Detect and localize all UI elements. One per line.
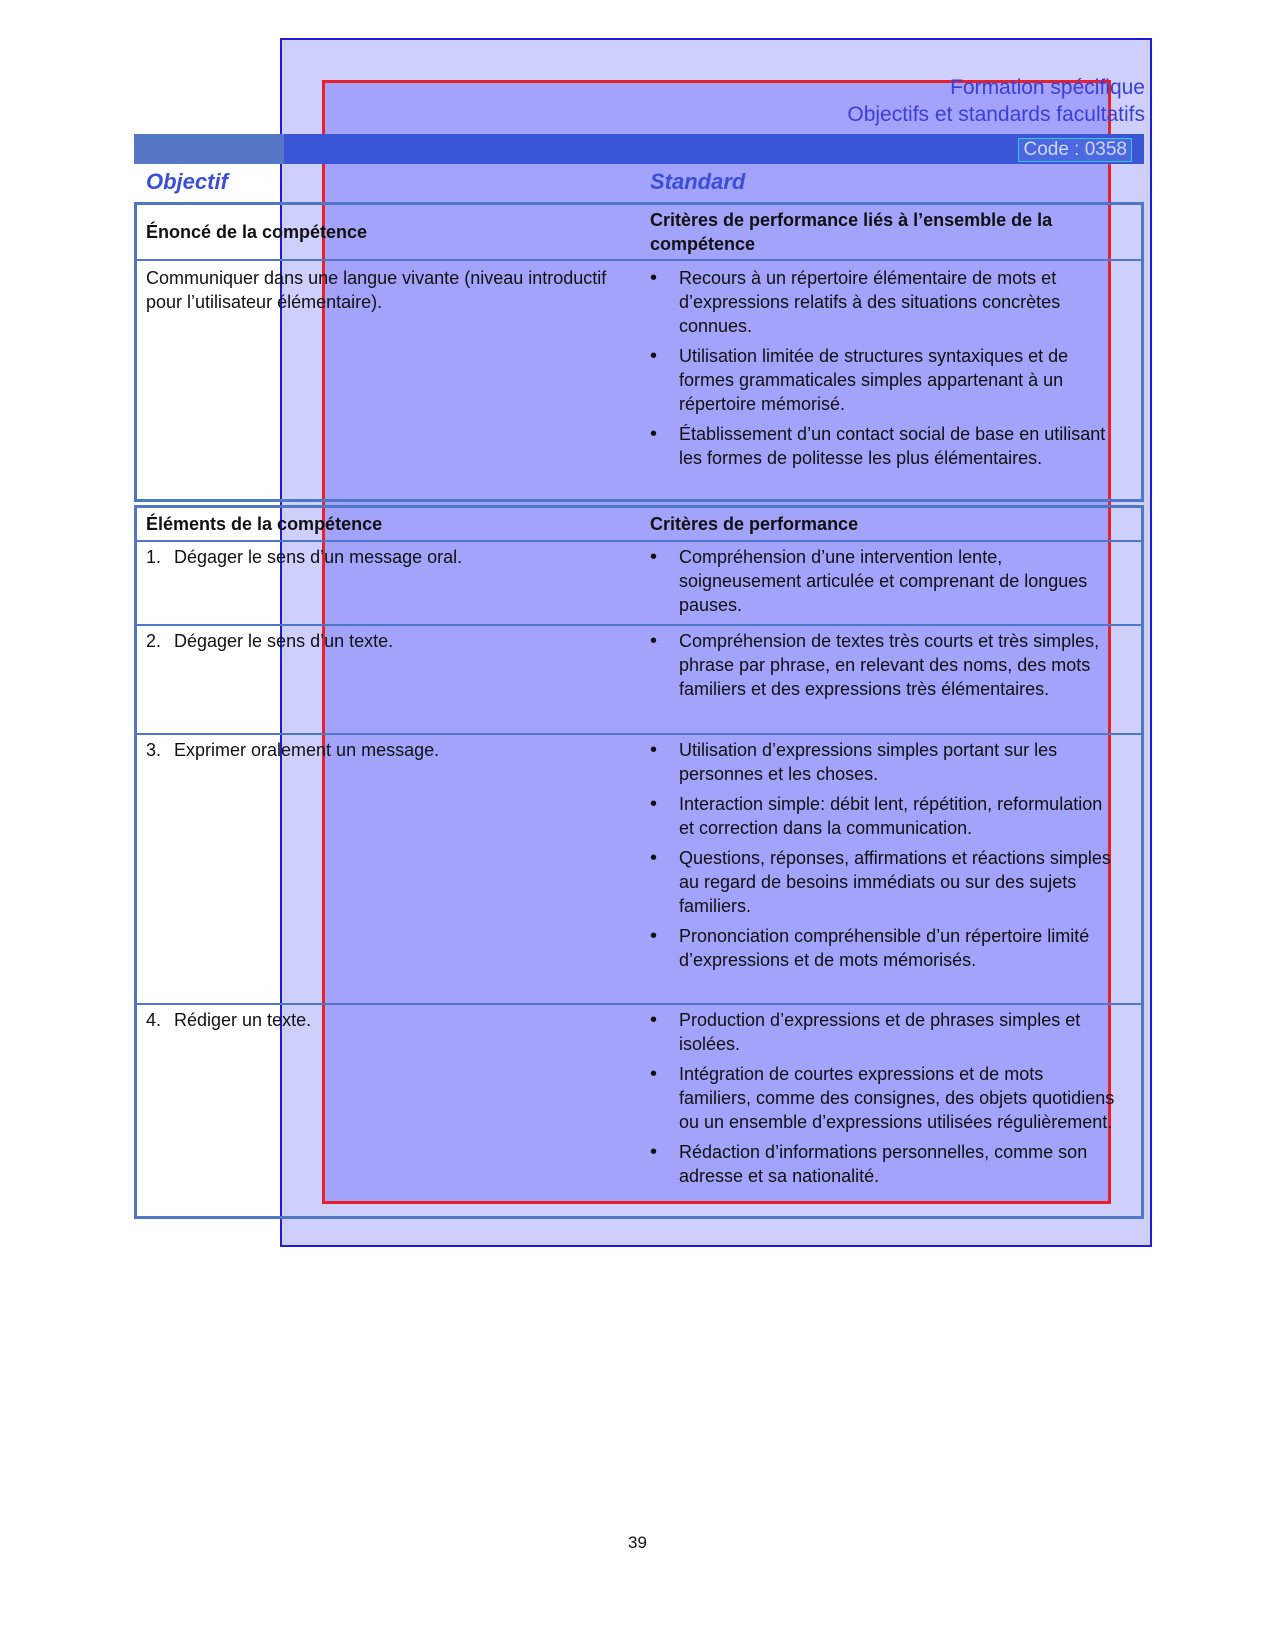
table-row	[137, 733, 1141, 1005]
elements-header-row	[137, 508, 1141, 540]
table-row	[137, 1003, 1141, 1215]
header-title: Formation spécifique	[950, 76, 1145, 99]
criteria-list	[650, 1008, 1120, 1188]
list-item: • Interaction simple: débit lent, répétition, reformulation et correction dans la communication.	[650, 792, 1120, 840]
list-item: • Établissement d’un contact social de base en utilisant les formes de politesse les plus élémentaires.	[650, 422, 1120, 470]
criteria-list	[650, 738, 1120, 972]
criteria-list	[650, 545, 1120, 617]
competence-statement: Communiquer dans une langue vivante (niveau introductif pour l’utilisateur élémentaire).	[146, 268, 607, 312]
list-item: • Compréhension de textes très courts et très simples, phrase par phrase, en relevant des noms, des mots familiers et des expressions très élémentaires.	[650, 629, 1120, 701]
competence-table	[134, 202, 1144, 502]
competence-body-row	[137, 259, 1141, 501]
list-item: • Utilisation d’expressions simples portant sur les personnes et les choses.	[650, 738, 1120, 786]
competence-criteria-list	[650, 266, 1120, 470]
list-item: • Utilisation limitée de structures syntaxiques et de formes grammaticales simples appartenant à un répertoire mémorisé.	[650, 344, 1120, 416]
competence-left-header: Énoncé de la compétence	[146, 222, 368, 242]
list-item: • Compréhension d’une intervention lente, soigneusement articulée et comprenant de longues pauses.	[650, 545, 1120, 617]
criteria-list	[650, 629, 1120, 701]
page-number: 39	[628, 1533, 647, 1552]
list-item: • Production d’expressions et de phrases simples et isolées.	[650, 1008, 1120, 1056]
elements-table	[134, 505, 1144, 1219]
table-row	[137, 624, 1141, 735]
elements-right-header: Critères de performance	[650, 514, 859, 534]
list-item: • Rédaction d’informations personnelles, comme son adresse et sa nationalité.	[650, 1140, 1120, 1188]
header-subtitle: Objectifs et standards facultatifs	[847, 103, 1145, 126]
element-label: 4. Rédiger un texte.	[146, 1010, 312, 1030]
element-label: 2. Dégager le sens d’un texte.	[146, 631, 394, 651]
list-item: • Intégration de courtes expressions et de mots familiers, comme des consignes, des objets quotidiens ou un ensemble d’expressions utilisées régulièrement.	[650, 1062, 1120, 1134]
list-item: • Questions, réponses, affirmations et réactions simples au regard de besoins immédiats ou sur des sujets familiers.	[650, 846, 1120, 918]
competence-header-row	[137, 205, 1141, 259]
list-item: • Prononciation compréhensible d’un répertoire limité d’expressions et de mots mémorisés.	[650, 924, 1120, 972]
list-item: • Recours à un répertoire élémentaire de mots et d’expressions relatifs à des situations concrètes connues.	[650, 266, 1120, 338]
competence-right-header: Critères de performance liés à l’ensemble de la compétence	[650, 210, 1053, 254]
code-bar	[134, 134, 1144, 164]
element-label: 1. Dégager le sens d’un message oral.	[146, 547, 463, 567]
standard-heading: Standard	[650, 169, 746, 194]
elements-left-header: Éléments de la compétence	[146, 514, 383, 534]
table-row	[137, 540, 1141, 626]
objective-heading: Objectif	[146, 169, 228, 194]
element-label: 3. Exprimer oralement un message.	[146, 740, 440, 760]
course-code: Code : 0358	[1018, 138, 1132, 162]
